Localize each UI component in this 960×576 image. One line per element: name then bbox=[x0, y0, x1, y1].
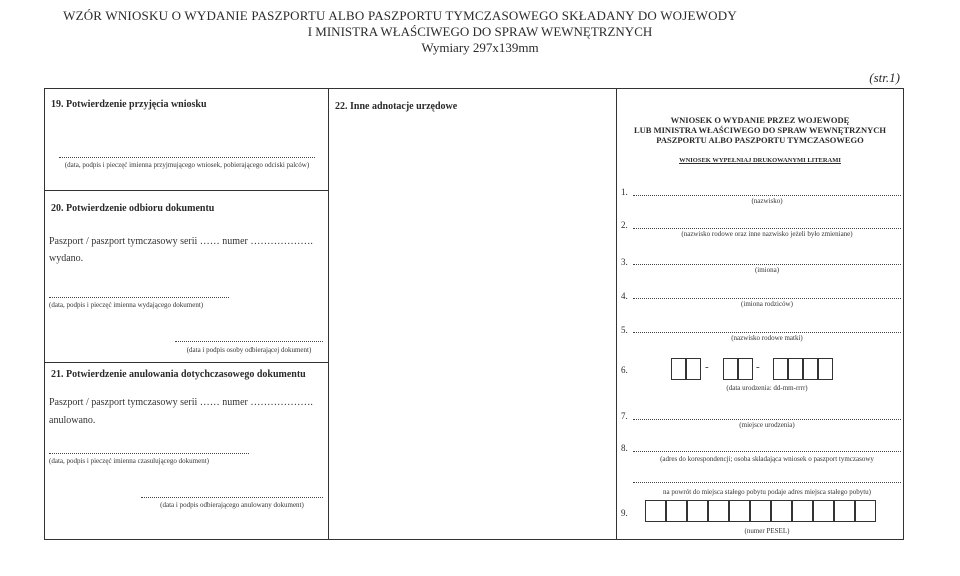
field-3-caption: (imiona) bbox=[754, 266, 780, 274]
date-cell[interactable] bbox=[788, 358, 803, 380]
field-6-caption: (data urodzenia: dd-mm-rrrr) bbox=[726, 384, 808, 392]
field-8-caption-2: na powrót do miejsca stałego pobytu podaje adres miejsca stałego pobytu) bbox=[662, 488, 871, 496]
pesel-cell[interactable] bbox=[813, 500, 834, 522]
section-21-line-2: anulowano. bbox=[49, 415, 96, 426]
pesel-cell[interactable] bbox=[834, 500, 855, 522]
parents-names-field[interactable] bbox=[633, 298, 901, 299]
application-subtitle: WNIOSEK WYPEŁNIAJ DRUKOWANYMI LITERAMI bbox=[679, 157, 841, 164]
date-cell[interactable] bbox=[803, 358, 818, 380]
pesel-cell[interactable] bbox=[750, 500, 771, 522]
field-1-number: 1. bbox=[621, 187, 628, 197]
pesel-cell[interactable] bbox=[771, 500, 792, 522]
section-21-caption-2: (data i podpis odbierającego anulowany dokument) bbox=[160, 501, 304, 509]
date-cell[interactable] bbox=[773, 358, 788, 380]
address-field-line-2[interactable] bbox=[633, 482, 901, 483]
date-cell[interactable] bbox=[671, 358, 686, 380]
date-separator: - bbox=[756, 361, 760, 373]
section-19-caption: (data, podpis i pieczęć imienna przyjmującego wniosek, pobierającego odciski palców) bbox=[64, 161, 310, 169]
header-line-2: I MINISTRA WŁAŚCIWEGO DO SPRAW WEWNĘTRZNYCH bbox=[307, 24, 653, 39]
field-9-number: 9. bbox=[621, 508, 628, 518]
date-separator: - bbox=[705, 361, 709, 373]
signature-line[interactable] bbox=[49, 453, 249, 454]
date-cell[interactable] bbox=[723, 358, 738, 380]
pesel-cell[interactable] bbox=[729, 500, 750, 522]
signature-line[interactable] bbox=[49, 297, 229, 298]
section-20-line-1: Paszport / paszport tymczasowy serii …… numer ………………. bbox=[49, 236, 313, 247]
section-20 bbox=[45, 190, 328, 362]
field-4-number: 4. bbox=[621, 291, 628, 301]
section-21-line-1: Paszport / paszport tymczasowy serii …… numer ………………. bbox=[49, 397, 313, 408]
pesel-cell[interactable] bbox=[666, 500, 687, 522]
pesel-cell[interactable] bbox=[792, 500, 813, 522]
field-1-caption: (nazwisko) bbox=[751, 197, 783, 205]
section-20-caption-2: (data i podpis osoby odbierającej dokument) bbox=[186, 346, 312, 354]
section-21-title: 21. Potwierdzenie anulowania dotychczasowego dokumentu bbox=[51, 369, 306, 380]
section-21-caption-1: (data, podpis i pieczęć imienna czasulującego dokument) bbox=[49, 457, 209, 465]
section-20-title: 20. Potwierdzenie odbioru dokumentu bbox=[51, 203, 215, 214]
section-22-title: 22. Inne adnotacje urzędowe bbox=[335, 101, 458, 112]
field-3-number: 3. bbox=[621, 257, 628, 267]
signature-line[interactable] bbox=[175, 341, 323, 342]
field-9-caption: (numer PESEL) bbox=[744, 527, 790, 535]
section-19 bbox=[45, 89, 328, 190]
page-header bbox=[0, 8, 960, 56]
pesel-cell[interactable] bbox=[645, 500, 666, 522]
address-field[interactable] bbox=[633, 451, 901, 452]
mother-maiden-name-field[interactable] bbox=[633, 332, 901, 333]
date-cell[interactable] bbox=[738, 358, 753, 380]
date-cell[interactable] bbox=[686, 358, 701, 380]
page-number: (str.1) bbox=[869, 70, 900, 85]
right-column bbox=[617, 89, 903, 539]
form-sheet bbox=[44, 88, 904, 540]
field-7-number: 7. bbox=[621, 411, 628, 421]
field-5-caption: (nazwisko rodowe matki) bbox=[731, 334, 803, 342]
pesel-cell[interactable] bbox=[708, 500, 729, 522]
field-5-number: 5. bbox=[621, 325, 628, 335]
application-title: WNIOSEK O WYDANIE PRZEZ WOJEWODĘ LUB MINISTRA WŁAŚCIWEGO DO SPRAW WEWNĘTRZNYCH PASZPORTU ALBO PASZPORTU TYMCZASOWEGO bbox=[634, 115, 886, 145]
left-column bbox=[45, 89, 329, 539]
field-8-number: 8. bbox=[621, 443, 628, 453]
field-6-number: 6. bbox=[621, 365, 628, 375]
field-2-caption: (nazwisko rodowe oraz inne nazwisko jeżeli było zmieniane) bbox=[681, 230, 853, 238]
signature-line[interactable] bbox=[141, 497, 323, 498]
section-20-caption-1: (data, podpis i pieczęć imienna wydającego dokument) bbox=[49, 301, 204, 309]
field-7-caption: (miejsce urodzenia) bbox=[739, 421, 795, 429]
section-21 bbox=[45, 362, 328, 541]
field-8-caption: (adres do korespondencji; osoba składająca wniosek o paszport tymczasowy bbox=[660, 455, 874, 463]
signature-line[interactable] bbox=[59, 157, 315, 158]
field-4-caption: (imiona rodziców) bbox=[741, 300, 793, 308]
section-19-title: 19. Potwierdzenie przyjęcia wniosku bbox=[51, 99, 207, 110]
family-name-field[interactable] bbox=[633, 228, 901, 229]
first-names-field[interactable] bbox=[633, 264, 901, 265]
middle-column bbox=[329, 89, 617, 539]
pesel-cell[interactable] bbox=[687, 500, 708, 522]
surname-field[interactable] bbox=[633, 195, 901, 196]
birth-place-field[interactable] bbox=[633, 419, 901, 420]
section-20-line-2: wydano. bbox=[49, 253, 84, 264]
date-cell[interactable] bbox=[818, 358, 833, 380]
header-line-1: WZÓR WNIOSKU O WYDANIE PASZPORTU ALBO PASZPORTU TYMCZASOWEGO SKŁADANY DO WOJEWODY bbox=[63, 8, 737, 23]
header-line-3: Wymiary 297x139mm bbox=[421, 40, 539, 55]
field-2-number: 2. bbox=[621, 220, 628, 230]
pesel-cell[interactable] bbox=[855, 500, 876, 522]
